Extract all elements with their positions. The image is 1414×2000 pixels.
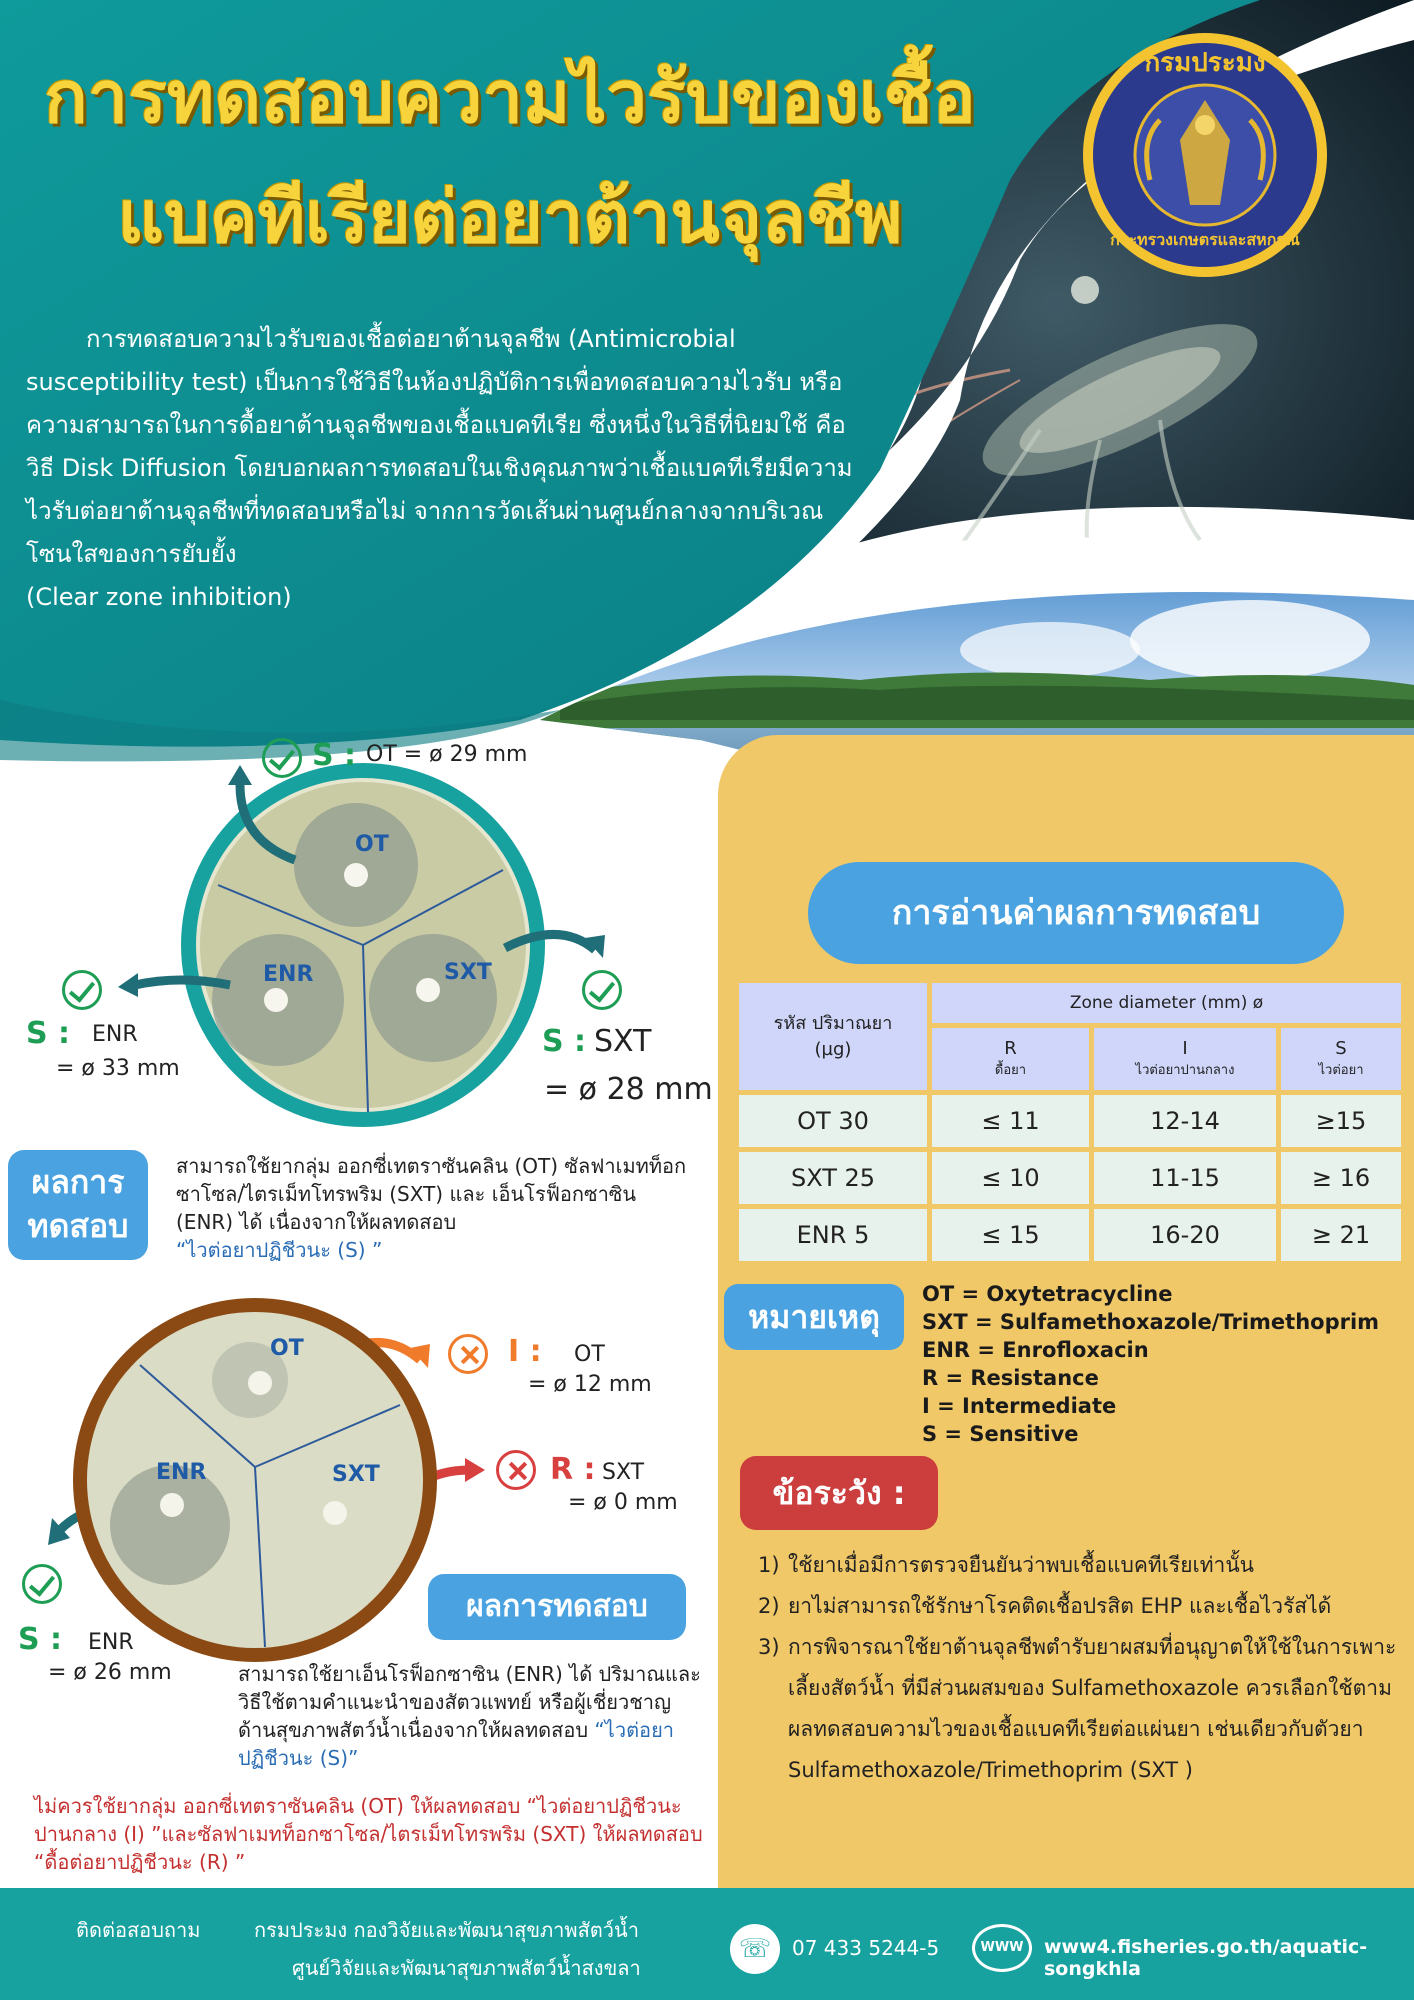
x-icon: [448, 1334, 488, 1374]
result-badge-1-line1: ผลการ: [31, 1163, 125, 1201]
caution-item: [758, 1627, 1398, 1791]
caution-item: [758, 1586, 1398, 1627]
table-cell-i: 16-20: [1094, 1209, 1276, 1261]
table-cell-s: ≥15: [1281, 1095, 1401, 1147]
caution-number: 2): [758, 1594, 780, 1618]
table-cell-i: 12-14: [1094, 1095, 1276, 1147]
caution-number: 3): [758, 1635, 780, 1659]
dish2-ot-name: OT: [574, 1342, 605, 1367]
table-header-zone: Zone diameter (mm) ø: [932, 983, 1401, 1023]
caution-text: ใช้ยาเมื่อมีการตรวจยืนยันว่าพบเชื้อแบคทีเรียเท่านั้น: [788, 1553, 1255, 1577]
logo-bottom-text: กระทรวงเกษตรและสหกรณ์: [1110, 230, 1300, 249]
dish2-label-ot: OT: [270, 1336, 304, 1361]
table-cell-r: ≤ 11: [932, 1095, 1089, 1147]
table-cell-s: ≥ 16: [1281, 1152, 1401, 1204]
dish2-enr-name: ENR: [88, 1630, 134, 1655]
dish2-ot-size: = ø 12 mm: [528, 1372, 652, 1397]
dish2-ot-letter: I :: [508, 1334, 542, 1369]
table-header-i: [1094, 1028, 1276, 1090]
result-1-text: [176, 1152, 696, 1264]
table-header-s-label: S: [1335, 1038, 1347, 1059]
dish1-ot-result: OT = ø 29 mm: [366, 742, 528, 767]
dish2-label-sxt: SXT: [332, 1462, 380, 1487]
dish1-enr-letter: S :: [26, 1016, 71, 1051]
note-item: ENR = Enrofloxacin: [922, 1338, 1149, 1362]
caution-title: ข้อระวัง :: [740, 1456, 938, 1530]
caution-item: [758, 1545, 1398, 1586]
dish2-sxt-letter: R :: [550, 1452, 596, 1487]
dish1-sxt-size: = ø 28 mm: [544, 1072, 713, 1107]
result-badge-1-line2: ทดสอบ: [27, 1207, 129, 1245]
table-header-i-sub: ไวต่อยาปานกลาง: [1135, 1063, 1235, 1078]
result-2-text: [238, 1660, 708, 1772]
note-item: SXT = Sulfamethoxazole/Trimethoprim: [922, 1310, 1380, 1334]
check-icon: [62, 970, 102, 1010]
result-badge-2: ผลการทดสอบ: [428, 1574, 686, 1640]
table-row: [739, 1095, 1401, 1147]
website-link[interactable]: www4.fisheries.go.th/aquatic-songkhla: [1044, 1936, 1368, 1980]
dish2-sxt-name: SXT: [602, 1460, 645, 1485]
phone-number[interactable]: 07 433 5244-5: [792, 1936, 940, 1960]
contact-org-line2: ศูนย์วิจัยและพัฒนาสุขภาพสัตว์น้ำสงขลา: [292, 1956, 641, 1980]
table-header-r: [932, 1028, 1089, 1090]
table-header-s-sub: ไวต่อยา: [1318, 1063, 1364, 1078]
dish1-label-enr: ENR: [263, 962, 314, 987]
caution-number: 1): [758, 1553, 780, 1577]
table-row: [739, 1209, 1401, 1261]
footer: [0, 1888, 1414, 2000]
notes-list: [922, 1280, 1379, 1448]
check-icon: [22, 1564, 62, 1604]
petri-dish-2: [70, 1295, 440, 1665]
check-icon: [262, 738, 302, 778]
dish1-ot-letter: S :: [312, 738, 357, 773]
caution-text: ยาไม่สามารถใช้รักษาโรคติดเชื้อปรสิต EHP และเชื้อไวรัสได้: [788, 1594, 1332, 1618]
x-icon: [496, 1450, 536, 1490]
dish1-sxt-name: SXT: [594, 1024, 652, 1059]
reading-title: การอ่านค่าผลการทดสอบ: [808, 862, 1344, 964]
dish1-label-sxt: SXT: [444, 960, 492, 985]
note-item: R = Resistance: [922, 1366, 1099, 1390]
dish2-label-enr: ENR: [156, 1460, 207, 1485]
table-header-i-label: I: [1182, 1038, 1188, 1059]
result-2-body: สามารถใช้ยาเอ็นโรฟ็อกซาซิน (ENR) ได้ ปริมาณและวิธีใช้ตามคำแนะนำของสัตวแพทย์ หรือผู้เชี่ยวชาญด้านสุขภาพสัตว์น้ำเนื่องจากให้ผลทดสอบ: [238, 1662, 701, 1742]
intro-paragraph-end: (Clear zone inhibition): [26, 583, 292, 611]
table-cell-r: ≤ 10: [932, 1152, 1089, 1204]
result-badge-1: [8, 1150, 148, 1260]
title-line-1: การทดสอบความไวรับของเชื้อ: [44, 55, 976, 139]
zone-diameter-table: [734, 978, 1406, 1266]
result-2-warning: ไม่ควรใช้ยากลุ่ม ออกซี่เทตราซันคลิน (OT) ให้ผลทดสอบ “ไวต่อยาปฏิชีวนะปานกลาง (I) ”และซัลฟาเมทท็อกซาโซล/ไตรเม็ทโทรพริม (SXT) ให้ผลทดสอบ “ดื้อต่อยาปฏิชีวนะ (R) ”: [34, 1794, 703, 1874]
dish1-enr-name: ENR: [92, 1022, 138, 1047]
caution-list: [758, 1545, 1398, 1791]
table-cell-code: SXT 25: [739, 1152, 927, 1204]
note-item: I = Intermediate: [922, 1394, 1117, 1418]
notes-title: หมายเหตุ: [724, 1284, 904, 1350]
table-cell-i: 11-15: [1094, 1152, 1276, 1204]
dish1-enr-size: = ø 33 mm: [56, 1056, 180, 1081]
contact-org-line1: กรมประมง กองวิจัยและพัฒนาสุขภาพสัตว์น้ำ: [254, 1918, 639, 1942]
contact-label: ติดต่อสอบถาม: [76, 1918, 201, 1942]
phone-icon: ☏: [730, 1924, 780, 1974]
result-2-highlight: “ไวต่อยาปฏิชีวนะ (S)”: [238, 1718, 675, 1770]
table-header-r-label: R: [1004, 1038, 1017, 1059]
result-1-body: สามารถใช้ยากลุ่ม ออกซี่เทตราซันคลิน (OT) ซัลฟาเมทท็อกซาโซล/ไตรเม็ทโทรพริม (SXT) และ เอ็นโรฟ็อกซาซิน (ENR) ได้ เนื่องจากให้ผลทดสอบ: [176, 1154, 687, 1234]
logo-top-text: กรมประมง: [1144, 48, 1266, 78]
globe-icon: WWW: [972, 1924, 1032, 1972]
dish2-sxt-size: = ø 0 mm: [568, 1490, 678, 1515]
table-cell-code: ENR 5: [739, 1209, 927, 1261]
result-1-highlight: “ไวต่อยาปฏิชีวนะ (S) ”: [176, 1238, 383, 1262]
table-header-code: รหัส ปริมาณยา (µg): [739, 983, 927, 1090]
dish1-label-ot: OT: [355, 832, 389, 857]
note-item: S = Sensitive: [922, 1422, 1079, 1446]
dish2-enr-letter: S :: [18, 1622, 63, 1657]
title-line-2: แบคทีเรียต่อยาต้านจุลชีพ: [117, 175, 903, 259]
intro-paragraph: การทดสอบความไวรับของเชื้อต่อยาต้านจุลชีพ (Antimicrobial susceptibility test) เป็นการใช้วิธีในห้องปฏิบัติการเพื่อทดสอบความไวรับ หรือความสามารถในการดื้อยาต้านจุลชีพของเชื้อแบคทีเรีย ซึ่งหนึ่งในวิธีที่นิยมใช้ คือวิธี Disk Diffusion โดยบอกผลการทดสอบในเชิงคุณภาพว่าเชื้อแบคทีเรียมีความไวรับต่อยาต้านจุลชีพที่ทดสอบหรือไม่ จากการวัดเส้นผ่านศูนย์กลางจากบริเวณโซนใสของการยับยั้ง: [26, 325, 853, 568]
table-cell-s: ≥ 21: [1281, 1209, 1401, 1261]
note-item: OT = Oxytetracycline: [922, 1282, 1173, 1306]
table-header-s: [1281, 1028, 1401, 1090]
dish2-enr-size: = ø 26 mm: [48, 1660, 172, 1685]
caution-text: การพิจารณาใช้ยาต้านจุลชีพตำรับยาผสมที่อนุญาตให้ใช้ในการเพาะเลี้ยงสัตว์น้ำ ที่มีส่วนผสมของ Sulfamethoxazole ควรเลือกใช้ตามผลทดสอบความไวของเชื้อแบคทีเรียต่อแผ่นยา เช่นเดียวกับตัวยา Sulfamethoxazole/Trimethoprim (SXT ): [788, 1635, 1397, 1782]
check-icon: [582, 970, 622, 1010]
table-header-r-sub: ดื้อยา: [994, 1063, 1027, 1078]
table-row: [739, 1152, 1401, 1204]
table-cell-code: OT 30: [739, 1095, 927, 1147]
dish1-sxt-letter: S :: [542, 1024, 587, 1059]
table-cell-r: ≤ 15: [932, 1209, 1089, 1261]
